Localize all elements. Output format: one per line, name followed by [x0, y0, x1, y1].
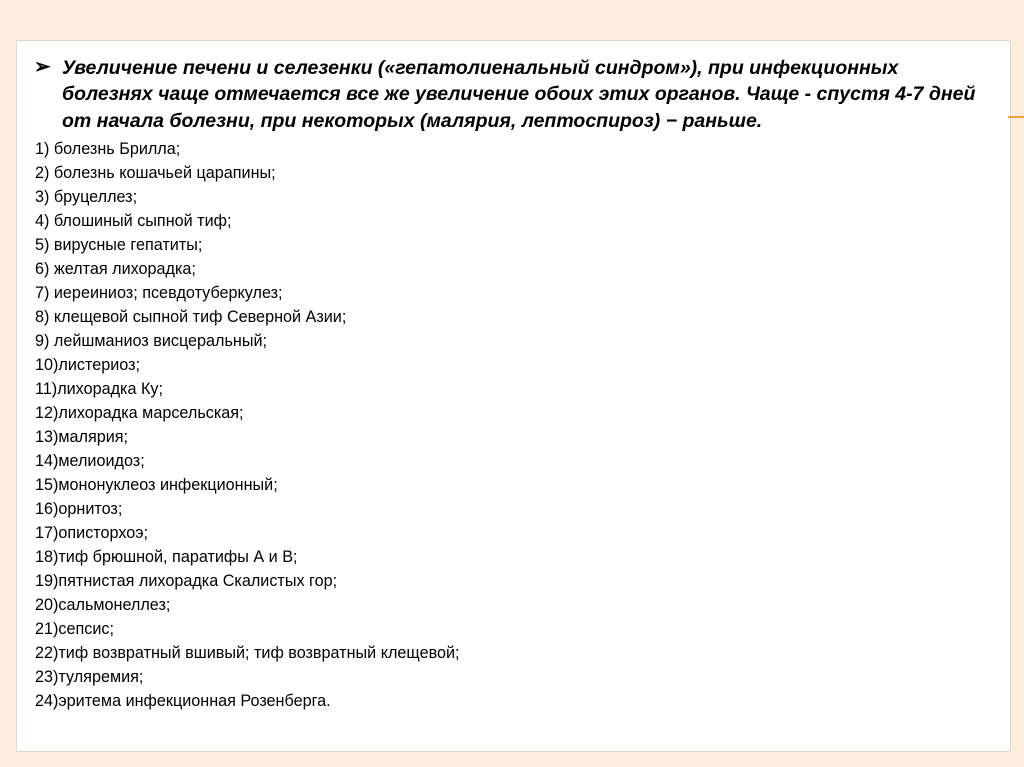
lead-text: Увеличение печени и селезенки («гепатолиенальный синдром»), при инфекционных болезнях чаще отмечается все же увеличение обоих этих органов. Чаще - спустя 4-7 дней от начала болезни, при некоторых (малярия, лептоспироз) − раньше. [62, 57, 976, 132]
list-item: 22)тиф возвратный вшивый; тиф возвратный клещевой; [35, 643, 460, 662]
list-item: 14)мелиоидоз; [35, 451, 145, 470]
list-item: 21)сепсис; [35, 619, 114, 638]
list-item: 7) иереиниоз; псевдотуберкулез; [35, 283, 283, 302]
list-item: 10)листериоз; [35, 355, 140, 374]
list-item: 15)мононуклеоз инфекционный; [35, 475, 278, 494]
list-item: 3) бруцеллез; [35, 187, 138, 206]
slide [16, 40, 1011, 752]
list-item: 24)эритема инфекционная Розенберга. [35, 691, 331, 710]
lead-paragraph [33, 55, 993, 134]
list-item: 11)лихорадка Ку; [35, 379, 164, 398]
list-item: 9) лейшманиоз висцеральный; [35, 331, 268, 350]
list-item: 23)туляремия; [35, 667, 144, 686]
list-item: 17)описторхоэ; [35, 523, 149, 542]
list-item: 16)орнитоз; [35, 499, 123, 518]
list-item: 18)тиф брюшной, паратифы А и В; [35, 547, 298, 566]
list-item: 20)сальмонеллез; [35, 595, 171, 614]
list-item: 12)лихорадка марсельская; [35, 403, 244, 422]
disease-list [35, 137, 993, 713]
slide-content [33, 55, 993, 713]
list-item: 4) блошиный сыпной тиф; [35, 211, 232, 230]
arrow-bullet-icon: ➢ [34, 56, 51, 78]
list-item: 1) болезнь Брилла; [35, 139, 181, 158]
list-item: 13)малярия; [35, 427, 129, 446]
list-item: 8) клещевой сыпной тиф Северной Азии; [35, 307, 347, 326]
list-item: 2) болезнь кошачьей царапины; [35, 163, 276, 182]
accent-line [1008, 116, 1024, 118]
list-item: 6) желтая лихорадка; [35, 259, 196, 278]
list-item: 19)пятнистая лихорадка Скалистых гор; [35, 571, 338, 590]
list-item: 5) вирусные гепатиты; [35, 235, 203, 254]
